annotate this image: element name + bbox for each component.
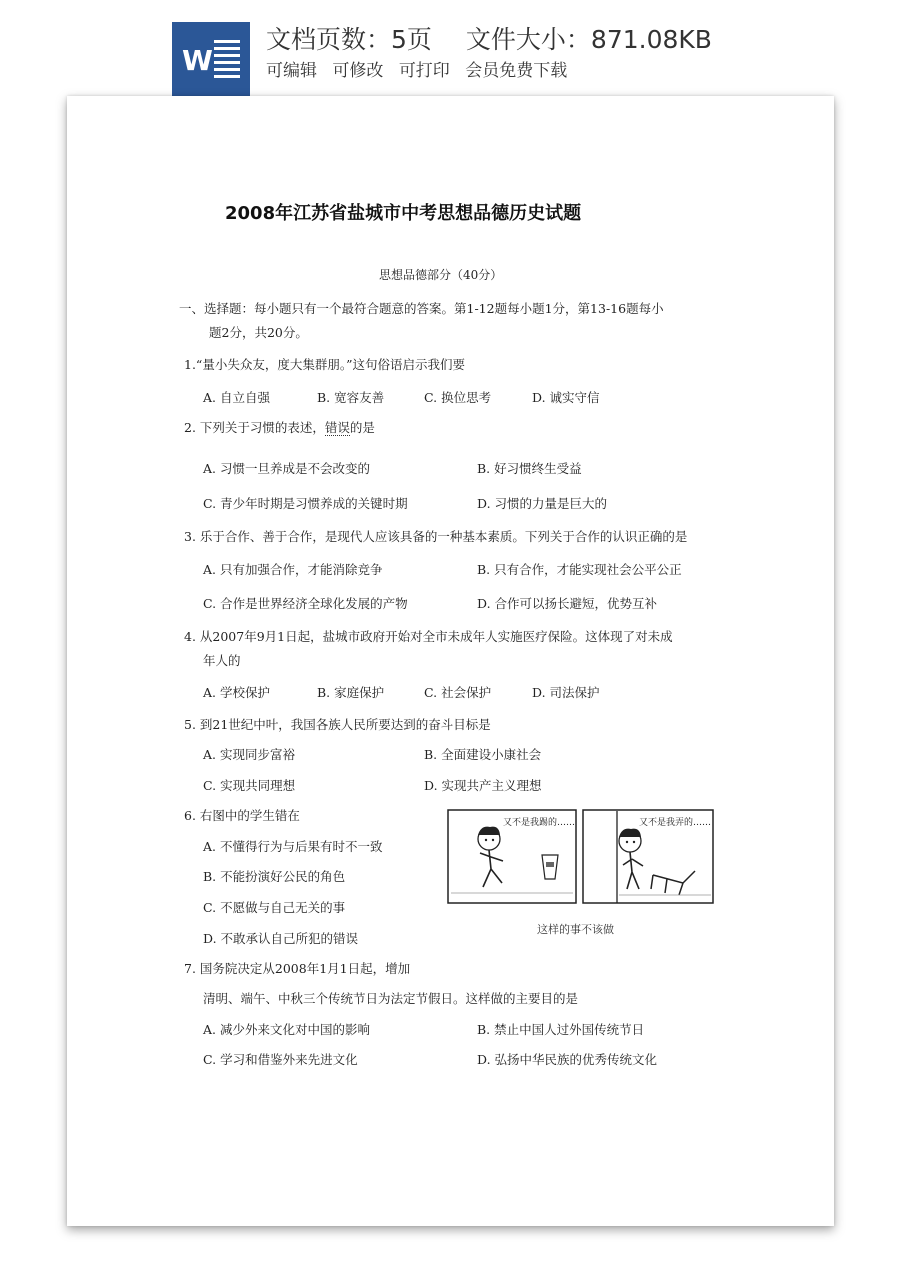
q4-option-d: D. 司法保护 <box>532 685 600 700</box>
q3-option-d: D. 合作可以扬长避短，优势互补 <box>477 596 658 611</box>
page-count: 文档页数：5页 <box>266 25 432 54</box>
q6-option-a: A. 不懂得行为与后果有时不一致 <box>203 839 383 854</box>
q1-option-b: B. 宽容友善 <box>317 390 385 405</box>
instruction-line-2: 题2分，共20分。 <box>209 325 308 340</box>
q5-option-c: C. 实现共同理想 <box>203 778 296 793</box>
q7-option-b: B. 禁止中国人过外国传统节日 <box>477 1022 645 1037</box>
document-title: 2008年江苏省盐城市中考思想品德历史试题 <box>225 203 582 224</box>
q7-option-d: D. 弘扬中华民族的优秀传统文化 <box>477 1052 658 1067</box>
speech-bubble-2: 又不是我弄的…… <box>639 818 712 828</box>
document-page <box>67 96 834 1226</box>
file-meta <box>266 20 712 56</box>
q4-stem-line-1: 4. 从2007年9月1日起，盐城市政府开始对全市未成年人实施医疗保险。这体现了对未成 <box>184 629 673 644</box>
q7-stem-line-1: 7. 国务院决定从2008年1月1日起，增加 <box>184 961 411 976</box>
q7-stem-line-2: 清明、端午、中秋三个传统节日为法定节假日。这样做的主要目的是 <box>203 991 579 1006</box>
q2-option-d: D. 习惯的力量是巨大的 <box>477 496 608 511</box>
speech-bubble-1: 又不是我踢的…… <box>503 818 576 828</box>
q1-option-d: D. 诚实守信 <box>532 390 600 405</box>
q2-option-a: A. 习惯一旦养成是不会改变的 <box>203 461 370 476</box>
q4-stem-line-2: 年人的 <box>203 653 241 668</box>
feature-list <box>266 56 577 81</box>
download-banner <box>0 0 900 96</box>
q7-option-c: C. 学习和借鉴外来先进文化 <box>203 1052 358 1067</box>
q5-option-d: D. 实现共产主义理想 <box>424 778 542 793</box>
q3-option-c: C. 合作是世界经济全球化发展的产物 <box>203 596 408 611</box>
q2-stem: 2. 下列关于习惯的表述，错误的是 <box>184 420 375 435</box>
q6-option-c: C. 不愿做与自己无关的事 <box>203 900 346 915</box>
feature-member-download[interactable]: 会员免费下载 <box>465 61 568 81</box>
q4-option-c: C. 社会保护 <box>424 685 492 700</box>
instruction-line-1: 一、选择题：每小题只有一个最符合题意的答案。第1-12题每小题1分，第13-16题每小 <box>179 301 664 316</box>
q5-option-b: B. 全面建设小康社会 <box>424 747 542 762</box>
emphasis-mark: 错误 <box>324 420 350 435</box>
q7-option-a: A. 减少外来文化对中国的影响 <box>203 1022 370 1037</box>
q3-option-b: B. 只有合作，才能实现社会公平公正 <box>477 562 682 577</box>
section-title: 思想品德部分（40分） <box>379 268 503 282</box>
q2-option-c: C. 青少年时期是习惯养成的关键时期 <box>203 496 408 511</box>
q1-option-a: A. 自立自强 <box>203 390 270 405</box>
feature-printable: 可打印 <box>398 61 450 81</box>
q1-option-c: C. 换位思考 <box>424 390 492 405</box>
word-document-icon: W <box>172 22 250 96</box>
q4-option-b: B. 家庭保护 <box>317 685 385 700</box>
cartoon-caption: 这样的事不该做 <box>537 923 614 936</box>
feature-modifiable: 可修改 <box>332 61 384 81</box>
q1-stem: 1.“量小失众友，度大集群朋。”这句俗语启示我们要 <box>184 357 465 372</box>
q6-option-b: B. 不能扮演好公民的角色 <box>203 869 346 884</box>
q2-option-b: B. 好习惯终生受益 <box>477 461 582 476</box>
q3-option-a: A. 只有加强合作，才能消除竞争 <box>203 562 383 577</box>
q6-stem: 6. 右图中的学生错在 <box>184 808 300 823</box>
q5-option-a: A. 实现同步富裕 <box>203 747 295 762</box>
q6-option-d: D. 不敢承认自己所犯的错误 <box>203 931 359 946</box>
q6-cartoon <box>447 809 715 936</box>
file-size: 文件大小：871.08KB <box>465 25 712 54</box>
feature-editable: 可编辑 <box>266 61 317 81</box>
q5-stem: 5. 到21世纪中叶，我国各族人民所要达到的奋斗目标是 <box>184 717 491 732</box>
q4-option-a: A. 学校保护 <box>203 685 270 700</box>
q3-stem: 3. 乐于合作、善于合作，是现代人应该具备的一种基本素质。下列关于合作的认识正确的是 <box>184 529 688 544</box>
